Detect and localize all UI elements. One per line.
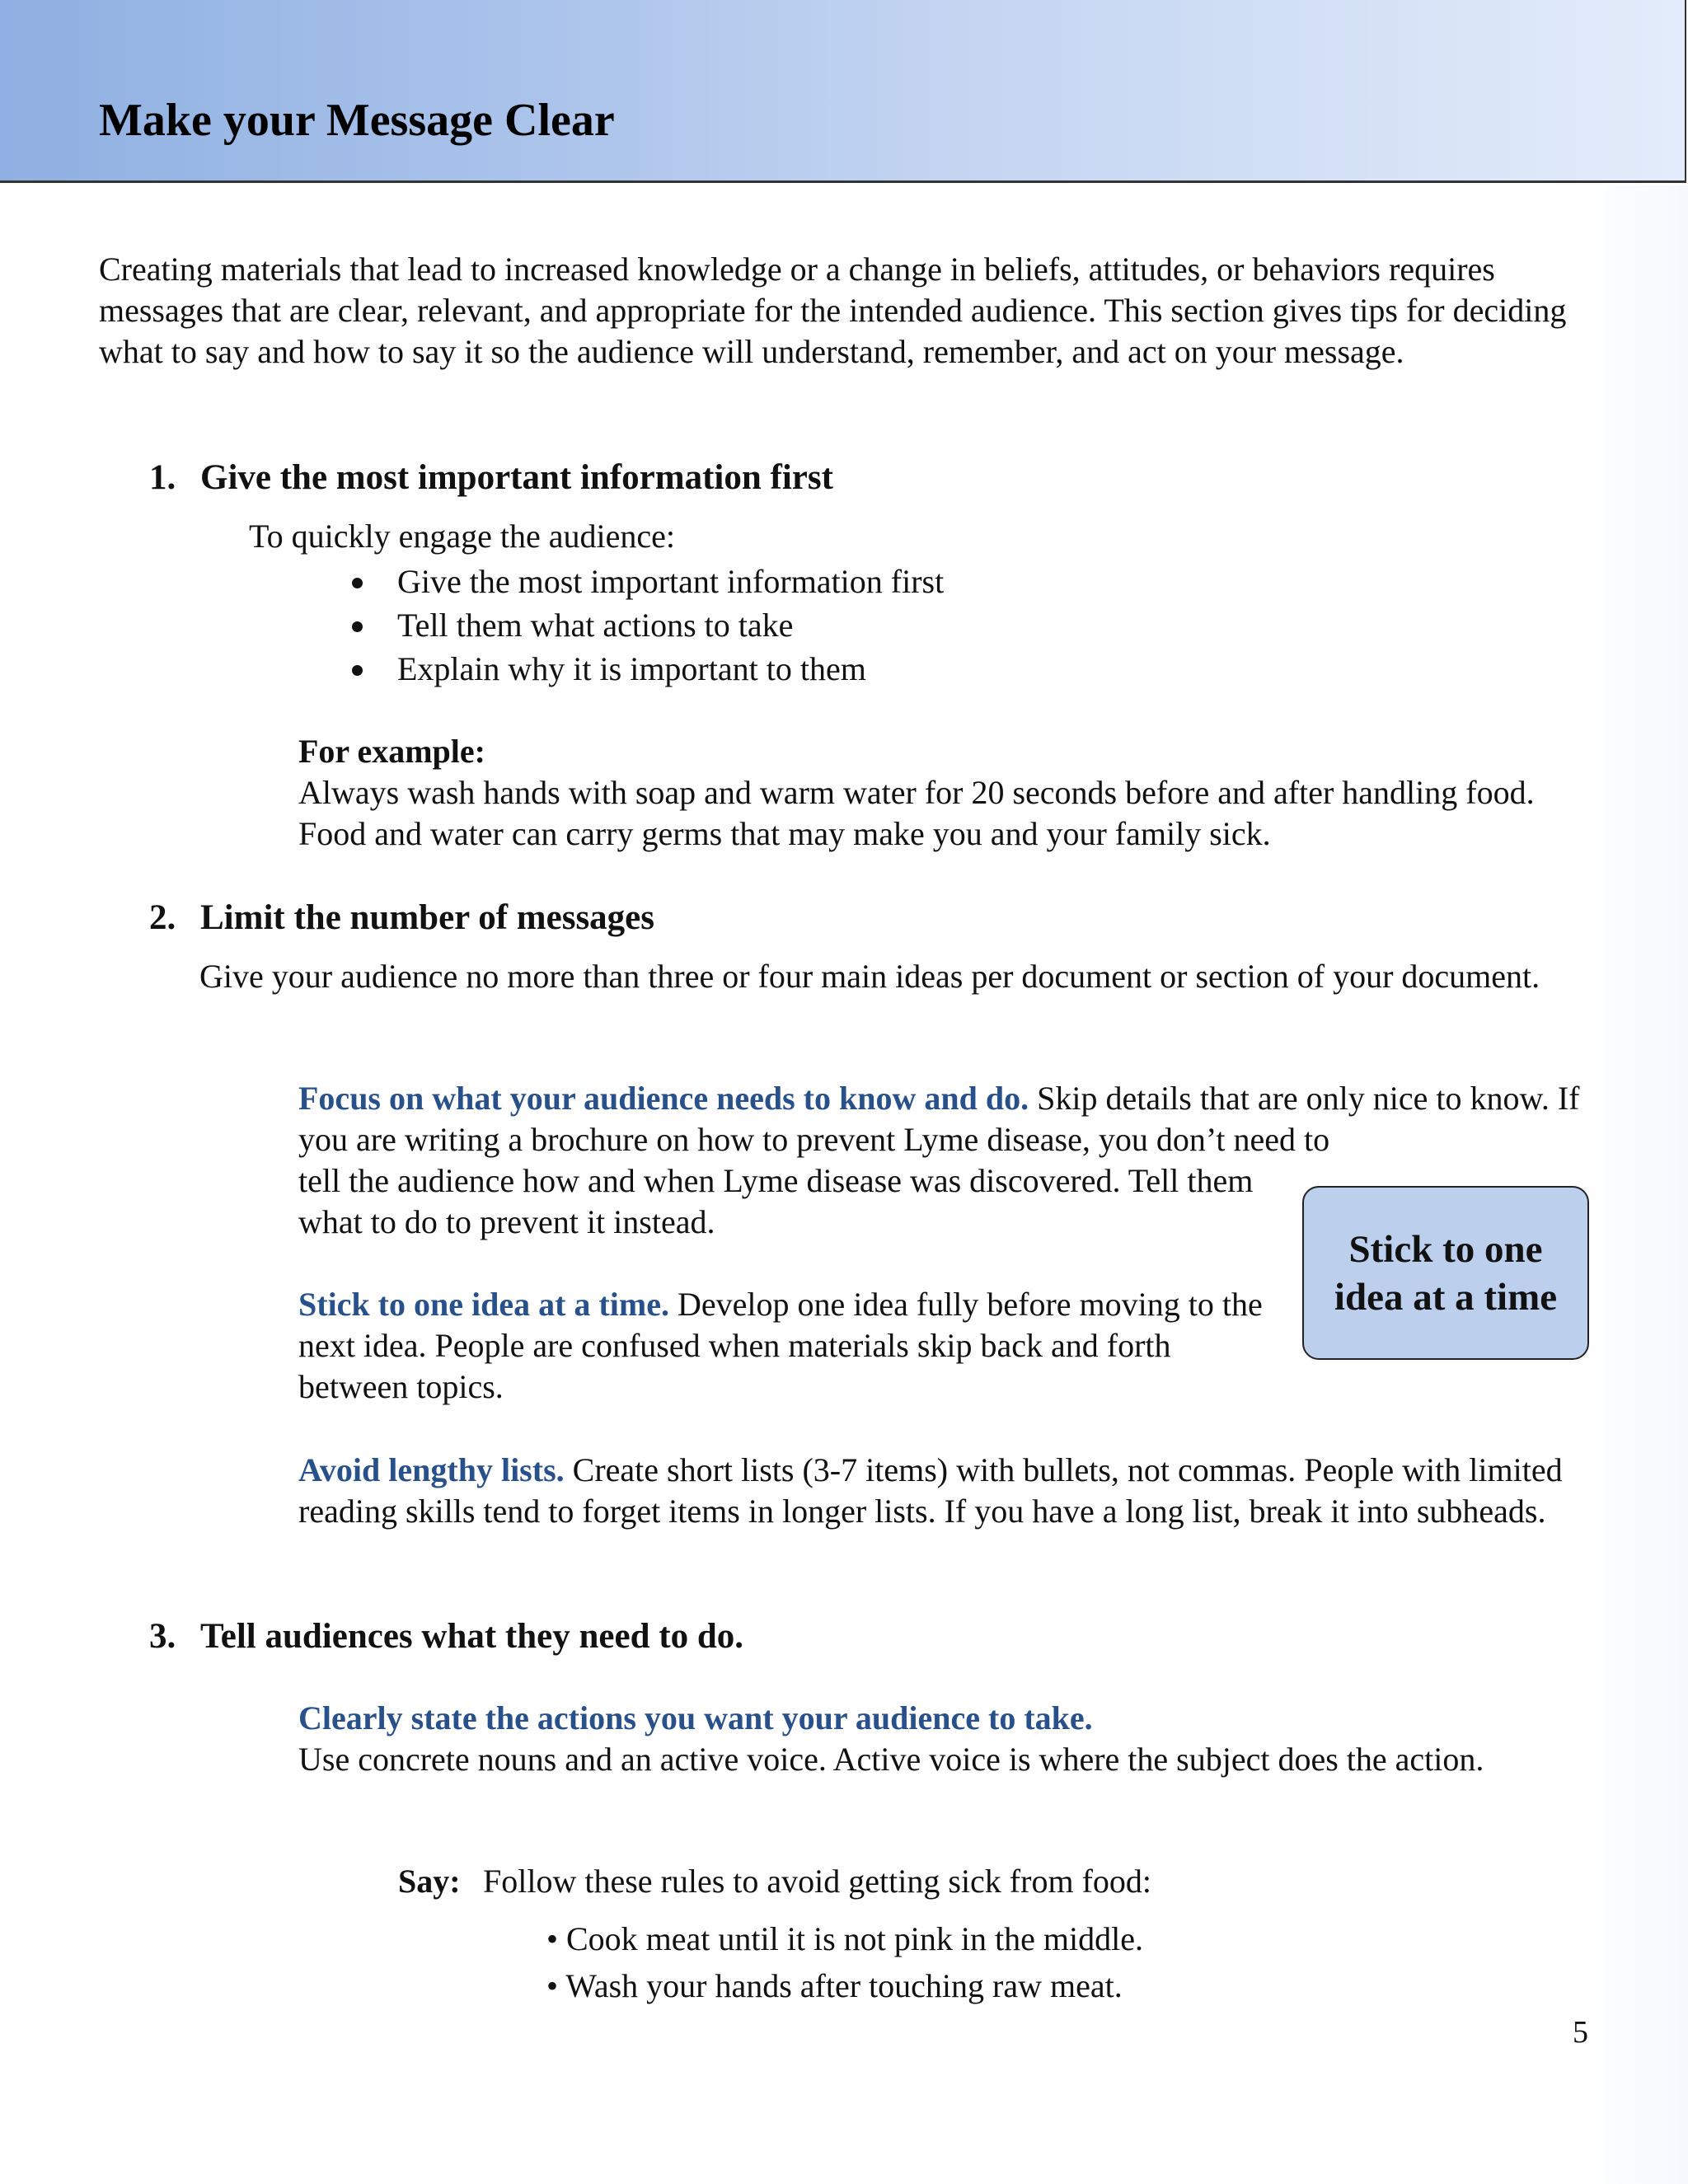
page-edge-shade (1581, 185, 1688, 2184)
bullet-icon (352, 578, 363, 588)
section-2-text: Give your audience no more than three or four main ideas per document or section of your document. (199, 958, 1540, 995)
avoid-text: Create short lists (3-7 items) with bullets, not commas. People with limited reading skills tend to forget items in longer lists. If you have a long list, break it into subheads. (298, 1451, 1563, 1530)
section-2-number: 2. (149, 898, 176, 937)
section-3-number: 3. (149, 1617, 176, 1656)
page-number: 5 (1573, 2015, 1588, 2050)
title-banner (0, 0, 1686, 183)
clear-actions-text: Use concrete nouns and an active voice. Active voice is where the subject does the action. (298, 1741, 1484, 1778)
say-label: Say: (398, 1863, 461, 1900)
focus-paragraph (298, 1078, 1584, 1160)
avoid-label: Avoid lengthy lists. (298, 1451, 565, 1488)
focus-label: Focus on what your audience needs to know and do. (298, 1080, 1029, 1117)
say-list-item: • Cook meat until it is not pink in the middle. (546, 1920, 1143, 1957)
page-title: Make your Message Clear (99, 95, 615, 146)
avoid-paragraph (298, 1450, 1584, 1532)
clear-actions-label: Clearly state the actions you want your audience to take. (298, 1699, 1093, 1736)
section-1-number: 1. (149, 458, 176, 497)
section-2-heading (149, 898, 654, 939)
focus-paragraph-continued: tell the audience how and when Lyme disease was discovered. Tell them what to do to prevent it instead. (298, 1162, 1254, 1240)
example-text: Always wash hands with soap and warm water for 20 seconds before and after handling food. Food and water can carry germs that may make you and your family sick. (298, 774, 1535, 852)
focus-text: Skip details that are only nice to know. If you are writing a brochure on how to prevent Lyme disease, you don’t need to (298, 1080, 1580, 1158)
list-item (346, 560, 944, 603)
bullet-icon (352, 621, 363, 632)
intro-paragraph: Creating materials that lead to increased knowledge or a change in beliefs, attitudes, or behaviors requires messages that are clear, relevant, and appropriate for the intended audience. This section gives tips for deciding what to say and how to say it so the audience will understand, remember, and act on your message. (99, 251, 1567, 370)
section-2-title: Limit the number of messages (200, 898, 655, 937)
list-item-text: Give the most important information first (397, 563, 945, 600)
section-3-title: Tell audiences what they need to do. (200, 1617, 743, 1656)
list-item-text: Tell them what actions to take (397, 607, 794, 644)
stick-text: Develop one idea fully before moving to the next idea. People are confused when materials skip back and forth between topics. (298, 1286, 1263, 1405)
section-1-title: Give the most important information first (200, 458, 833, 497)
say-text: Follow these rules to avoid getting sick from food: (483, 1863, 1151, 1900)
callout-box: Stick to one idea at a time (1302, 1186, 1589, 1360)
section-1-heading (149, 457, 833, 499)
list-item (346, 647, 944, 691)
bullet-icon (352, 665, 363, 676)
section-3-heading (149, 1616, 743, 1657)
stick-label: Stick to one idea at a time. (298, 1286, 669, 1323)
list-item (346, 603, 944, 647)
list-item-text: Explain why it is important to them (397, 650, 866, 687)
section-1-lead: To quickly engage the audience: (249, 518, 675, 555)
example-label: For example: (298, 733, 485, 770)
section-1-bullet-list (346, 560, 944, 691)
stick-paragraph (298, 1284, 1271, 1408)
say-list-item: • Wash your hands after touching raw meat. (546, 1967, 1123, 2004)
